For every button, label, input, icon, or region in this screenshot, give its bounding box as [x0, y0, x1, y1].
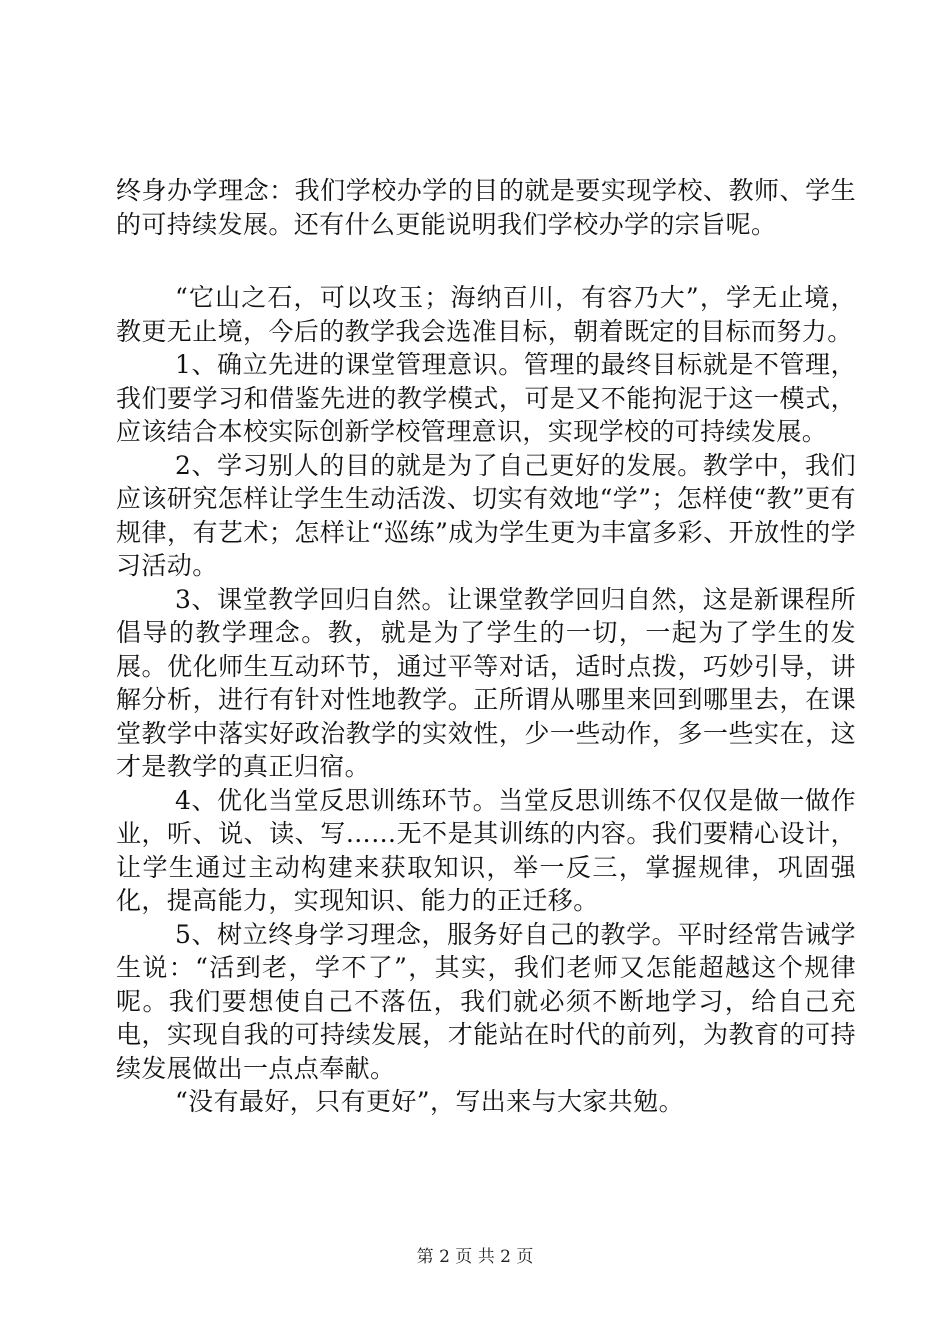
- paragraph-point-4: 4、优化当堂反思训练环节。当堂反思训练不仅仅是做一做作业，听、说、读、写……无不是其训练的内容。我们要精心设计，让学生通过主动构建来获取知识，举一反三，掌握规律，巩固强化，提高能力，实现知识、能力的正迁移。: [116, 785, 856, 915]
- paragraph-closing: “没有最好，只有更好”，写出来与大家共勉。: [175, 1087, 684, 1116]
- page-number-label: 第 2 页 共 2 页: [416, 1247, 534, 1267]
- paragraph-intro-continuation: 终身办学理念：我们学校办学的目的就是要实现学校、教师、学生的可持续发展。还有什么更能说明我们学校办学的宗旨呢。: [116, 176, 856, 239]
- paragraph-point-5: 5、树立终身学习理念，服务好自己的教学。平时经常告诫学生说：“活到老，学不了”，其实，我们老师又怎能超越这个规律呢。我们要想使自己不落伍，我们就必须不断地学习，给自己充电，实现自我的可持续发展，才能站在时代的前列，为教育的可持续发展做出一点点奉献。: [116, 919, 856, 1083]
- paragraph-point-2: 2、学习别人的目的就是为了自己更好的发展。教学中，我们应该研究怎样让学生生动活泼、切实有效地“学”；怎样使“教”更有规律，有艺术；怎样让“巡练”成为学生更为丰富多彩、开放性的学习活动。: [116, 450, 856, 580]
- page-footer: [0, 1246, 950, 1268]
- document-body: [116, 174, 856, 1119]
- paragraph-point-3: 3、课堂教学回归自然。让课堂教学回归自然，这是新课程所倡导的教学理念。教，就是为了学生的一切，一起为了学生的发展。优化师生互动环节，通过平等对话，适时点拨，巧妙引导，讲解分析，进行有针对性地教学。正所谓从哪里来回到哪里去，在课堂教学中落实好政治教学的实效性，少一些动作，多一些实在，这才是教学的真正归宿。: [116, 584, 856, 781]
- paragraph-point-1: 1、确立先进的课堂管理意识。管理的最终目标就是不管理，我们要学习和借鉴先进的教学模式，可是又不能拘泥于这一模式，应该结合本校实际创新学校管理意识，实现学校的可持续发展。: [116, 350, 856, 446]
- paragraph-quote-opening: “它山之石，可以攻玉；海纳百川，有容乃大”，学无止境，教更无止境，今后的教学我会选准目标，朝着既定的目标而努力。: [116, 283, 856, 346]
